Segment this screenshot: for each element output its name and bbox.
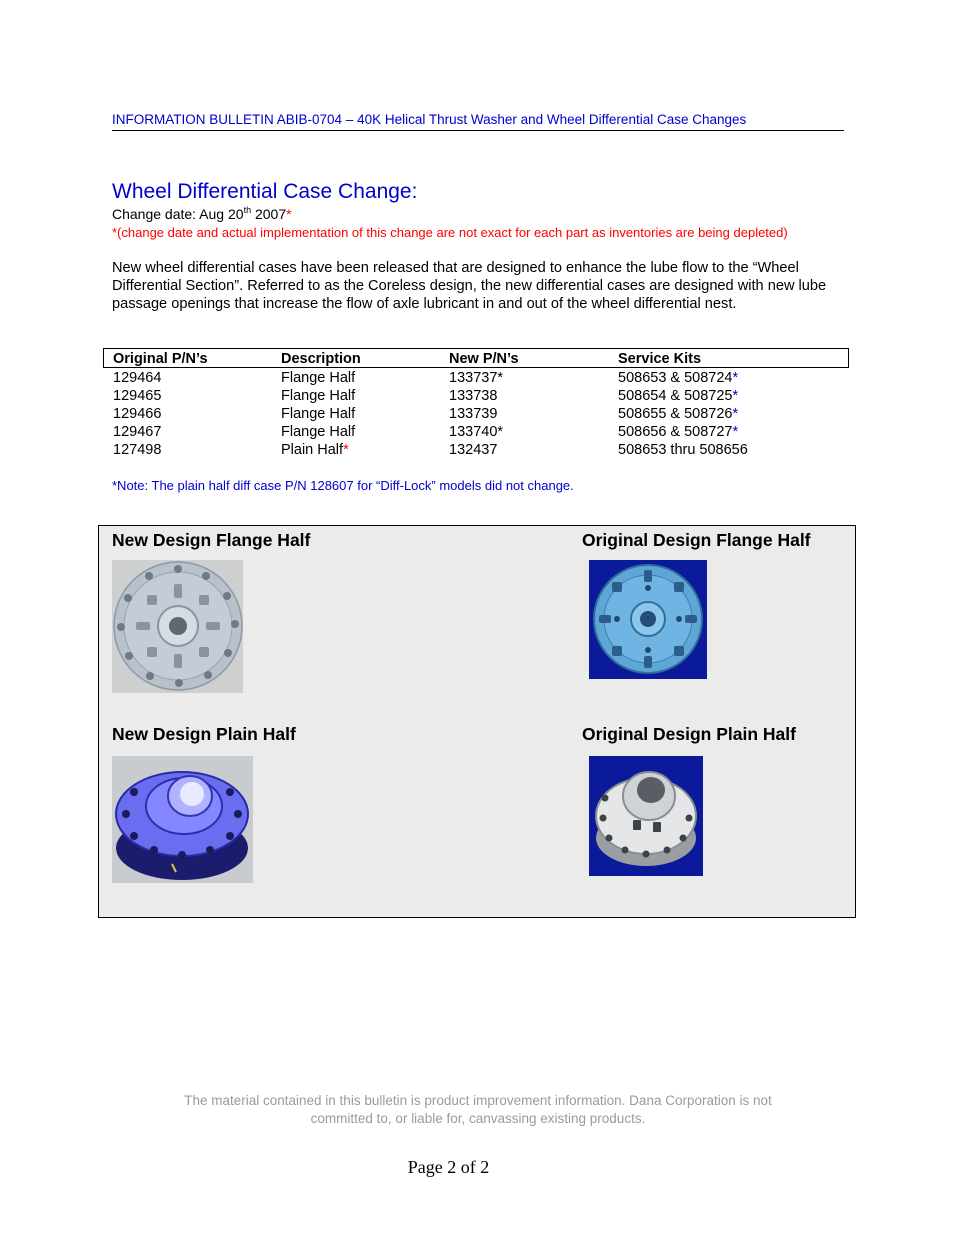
change-date-note: *(change date and actual implementation of this change are not exact for each part as inventories are being depleted) bbox=[112, 225, 788, 240]
comparison-panel bbox=[98, 525, 856, 918]
table-row bbox=[104, 442, 850, 460]
table-row bbox=[104, 424, 850, 442]
cell-service-kits: 508653 & 508724* bbox=[618, 370, 739, 386]
change-date-asterisk: * bbox=[286, 206, 292, 222]
orig-flange-half-image bbox=[589, 560, 707, 679]
bulletin-header: INFORMATION BULLETIN ABIB-0704 – 40K Helical Thrust Washer and Wheel Differential Case Changes bbox=[112, 112, 844, 131]
new-plain-title: New Design Plain Half bbox=[112, 724, 296, 744]
new-flange-half-image bbox=[112, 560, 243, 693]
change-date-prefix: Change date: Aug 20 bbox=[112, 206, 244, 222]
header-service-kits: Service Kits bbox=[618, 351, 702, 367]
cell-new-pn: 133738 bbox=[449, 388, 498, 404]
header-new-pn: New P/N’s bbox=[449, 351, 519, 367]
header-original-pn: Original P/N’s bbox=[113, 351, 208, 367]
cell-original-pn: 129465 bbox=[113, 388, 162, 404]
new-plain-half-image bbox=[112, 756, 253, 883]
cell-description: Plain Half* bbox=[281, 442, 349, 458]
new-flange-title: New Design Flange Half bbox=[112, 530, 311, 550]
cell-description: Flange Half bbox=[281, 424, 356, 440]
parts-table bbox=[103, 348, 849, 458]
cell-original-pn: 129466 bbox=[113, 406, 162, 422]
cell-description: Flange Half bbox=[281, 406, 356, 422]
cell-service-kits: 508656 & 508727* bbox=[618, 424, 739, 440]
orig-plain-title: Original Design Plain Half bbox=[582, 724, 796, 744]
orig-flange-title: Original Design Flange Half bbox=[582, 530, 811, 550]
cell-new-pn: 132437 bbox=[449, 442, 498, 458]
diff-lock-note: *Note: The plain half diff case P/N 128607 for “Diff-Lock” models did not change. bbox=[112, 478, 574, 493]
cell-original-pn: 129464 bbox=[113, 370, 162, 386]
disclaimer-line-1: The material contained in this bulletin is product improvement information. Dana Corporation is not bbox=[184, 1093, 772, 1108]
change-date-year: 2007 bbox=[251, 206, 287, 222]
intro-paragraph: New wheel differential cases have been released that are designed to enhance the lube flow to the “Wheel Differential Section”. Referred to as the Coreless design, the new differential cases are designed with new lube passage openings that increase the flow of axle lubricant in and out of the wheel differential nest. bbox=[112, 260, 827, 312]
cell-new-pn: 133737* bbox=[449, 370, 504, 386]
section-title: Wheel Differential Case Change: bbox=[112, 180, 418, 203]
cell-original-pn: 127498 bbox=[113, 442, 162, 458]
cell-new-pn: 133740* bbox=[449, 424, 504, 440]
page-number: Page 2 of 2 bbox=[407, 1157, 490, 1177]
table-row bbox=[104, 388, 850, 406]
change-date-suffix: th bbox=[243, 205, 252, 215]
cell-new-pn: 133739 bbox=[449, 406, 498, 422]
cell-service-kits: 508654 & 508725* bbox=[618, 388, 739, 404]
table-row bbox=[104, 370, 850, 388]
disclaimer-line-2: committed to, or liable for, canvassing existing products. bbox=[310, 1111, 646, 1126]
cell-description: Flange Half bbox=[281, 388, 356, 404]
orig-plain-half-image bbox=[589, 756, 703, 876]
cell-service-kits: 508655 & 508726* bbox=[618, 406, 739, 422]
header-description: Description bbox=[281, 351, 361, 367]
cell-original-pn: 129467 bbox=[113, 424, 162, 440]
cell-description: Flange Half bbox=[281, 370, 356, 386]
change-date bbox=[112, 206, 292, 222]
table-row bbox=[104, 406, 850, 424]
disclaimer-footer bbox=[100, 1092, 856, 1128]
cell-service-kits: 508653 thru 508656 bbox=[618, 442, 748, 458]
